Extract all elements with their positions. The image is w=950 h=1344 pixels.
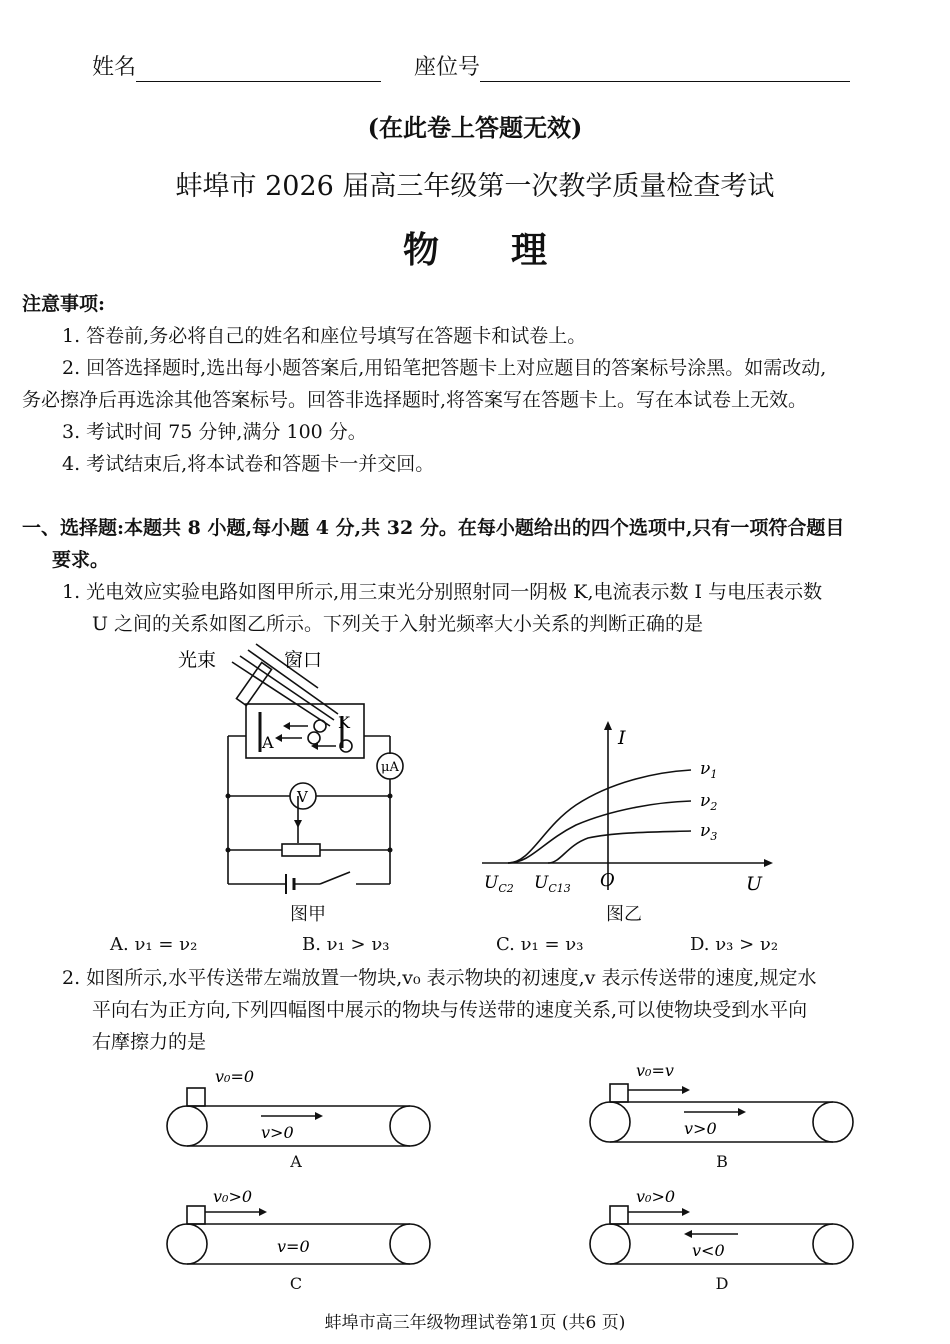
v0-label-a: v₀=0 — [215, 1067, 255, 1086]
diagram-c-label: C — [289, 1274, 303, 1293]
v0-label-c: v₀>0 — [213, 1187, 253, 1206]
conveyor-diagram-a — [165, 1062, 435, 1162]
name-label: 姓名 — [92, 55, 137, 80]
note-4: 4. 考试结束后,将本试卷和答题卡一并交回。 — [62, 453, 435, 475]
light-label: 光束 — [178, 649, 217, 671]
circuit-diagram — [170, 640, 430, 905]
seat-label: 座位号 — [414, 55, 481, 80]
diagram-d-label: D — [715, 1274, 729, 1293]
block-c — [187, 1206, 205, 1224]
block-d — [610, 1206, 628, 1224]
fig-b-caption: 图乙 — [606, 904, 642, 925]
fig-a-caption: 图甲 — [290, 904, 326, 925]
diagram-a-label: A — [290, 1152, 302, 1171]
q1-option-b: B. ν₁ > ν₃ — [302, 934, 390, 955]
conveyor-diagram-c — [165, 1184, 435, 1284]
v2-label: $\nu_2$ — [700, 791, 718, 813]
v-label-c: v=0 — [277, 1237, 310, 1256]
name-field — [92, 54, 381, 82]
diagram-b-label: B — [716, 1152, 728, 1171]
window-label: 窗口 — [284, 649, 323, 671]
conveyor-diagram-b — [588, 1058, 858, 1158]
q2-stem: 2. 如图所示,水平传送带左端放置一物块,v₀ 表示物块的初速度,v 表示传送带的速度,规定水 — [62, 967, 817, 989]
i-axis-label: I — [618, 727, 626, 749]
page-footer: 蚌埠市高三年级物理试卷第1页 (共6 页) — [324, 1313, 626, 1333]
v0-label-d: v₀>0 — [636, 1187, 676, 1206]
subject-title: 物 理 — [402, 229, 547, 271]
switch-blade — [320, 872, 350, 884]
q1-stem-cont: U 之间的关系如图乙所示。下列关于入射光频率大小关系的判断正确的是 — [92, 613, 704, 635]
name-blank — [136, 59, 381, 82]
v3-label: $\nu_3$ — [700, 821, 718, 843]
uc2-label: $U_{C2}$ — [484, 873, 514, 895]
rheostat — [282, 844, 320, 856]
k-label: K — [338, 713, 350, 732]
ammeter-label: μA — [381, 760, 399, 775]
v-label-a: v>0 — [261, 1123, 294, 1142]
v0-label-b: v₀=v — [636, 1061, 674, 1080]
v1-label: $\nu_1$ — [700, 759, 718, 781]
exam-title: 蚌埠市 2026 届高三年级第一次教学质量检查考试 — [175, 171, 775, 202]
section1-heading: 一、选择题:本题共 8 小题,每小题 4 分,共 32 分。在每小题给出的四个选项中,只有一项符合题目 — [22, 517, 845, 539]
v-label-d: v<0 — [692, 1241, 725, 1260]
origin-label: O — [600, 870, 615, 891]
note-3: 3. 考试时间 75 分钟,满分 100 分。 — [62, 421, 367, 443]
q1-option-d: D. ν₃ > ν₂ — [690, 934, 779, 955]
a-label: A — [262, 733, 274, 752]
seat-field — [414, 54, 850, 82]
voltmeter-label: V — [297, 788, 308, 806]
notes-heading: 注意事项: — [22, 293, 106, 315]
note-1: 1. 答卷前,务必将自己的姓名和座位号填写在答题卡和试卷上。 — [62, 325, 587, 347]
q1-option-a: A. ν₁ = ν₂ — [110, 934, 198, 955]
block-a — [187, 1088, 205, 1106]
q1-stem: 1. 光电效应实验电路如图甲所示,用三束光分别照射同一阴极 K,电流表示数 I 与电压表示数 — [62, 581, 823, 603]
u-axis-label: U — [746, 873, 763, 895]
q2-stem-cont-2: 右摩擦力的是 — [92, 1031, 207, 1053]
conveyor-diagram-d — [588, 1184, 858, 1284]
block-b — [610, 1084, 628, 1102]
invalid-note: (在此卷上答题无效) — [367, 113, 583, 142]
q1-option-c: C. ν₁ = ν₃ — [496, 934, 584, 955]
section1-heading-cont: 要求。 — [52, 549, 110, 571]
curve-v3 — [548, 831, 691, 863]
v-label-b: v>0 — [684, 1119, 717, 1138]
seat-blank — [480, 59, 850, 82]
q2-stem-cont-1: 平向右为正方向,下列四幅图中展示的物块与传送带的速度关系,可以使物块受到水平向 — [92, 999, 808, 1021]
uc13-label: $U_{C13}$ — [534, 873, 571, 895]
note-2: 2. 回答选择题时,选出每小题答案后,用铅笔把答题卡上对应题目的答案标号涂黑。如需改动, — [62, 357, 827, 379]
note-2-cont: 务必擦净后再选涂其他答案标号。回答非选择题时,将答案写在答题卡上。写在本试卷上无效。 — [22, 389, 808, 411]
iu-graph — [476, 720, 776, 900]
